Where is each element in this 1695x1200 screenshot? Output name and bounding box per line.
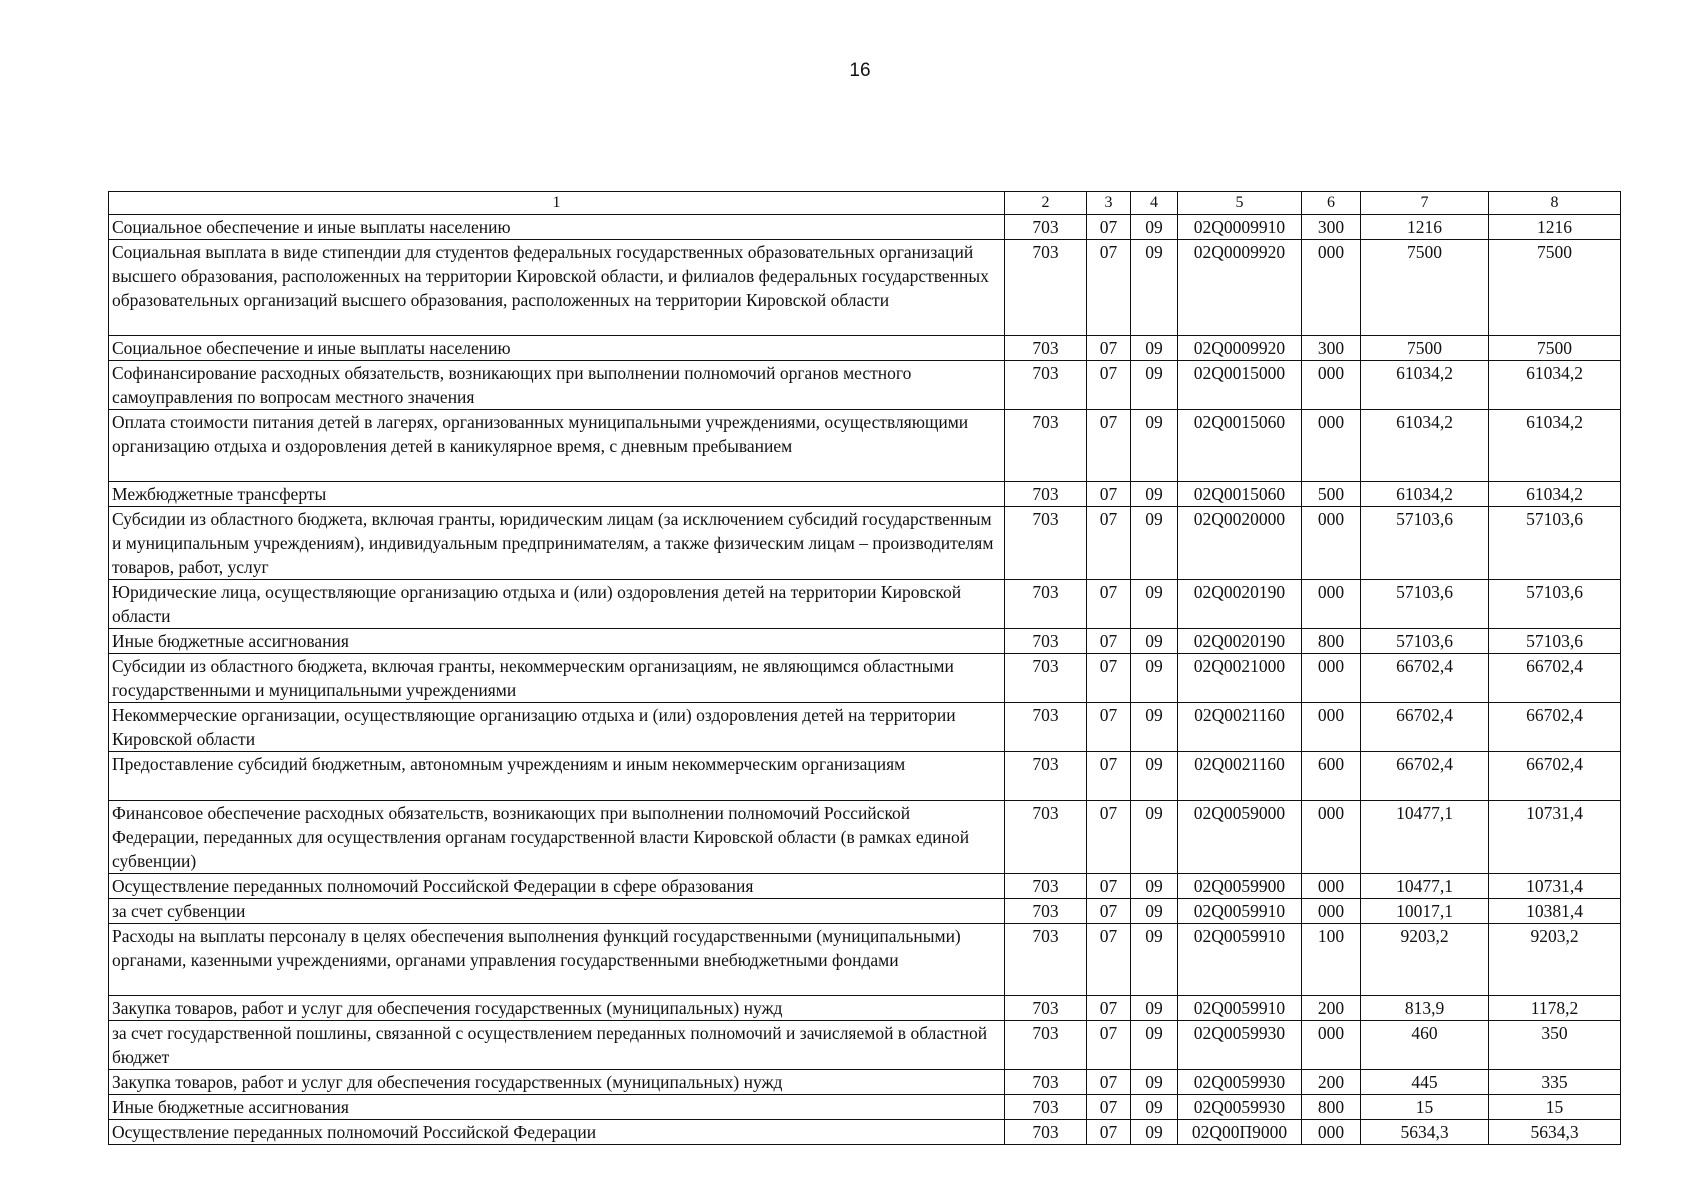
- row-name: Субсидии из областного бюджета, включая гранты, юридическим лицам (за исключением субсидий государственным и муниципальным учреждениям), индивидуальным предпринимателям, а также физическим лицам – производителям товаров, работ, услуг: [109, 507, 1005, 580]
- row-code-6: 600: [1302, 752, 1361, 801]
- row-code-2: 703: [1005, 215, 1087, 240]
- table-row: [109, 629, 1621, 654]
- row-value-7: 66702,4: [1361, 703, 1489, 752]
- table-row: [109, 240, 1621, 336]
- row-code-4: 09: [1131, 361, 1178, 410]
- row-name: Осуществление переданных полномочий Российской Федерации: [109, 1120, 1005, 1145]
- budget-table: [108, 191, 1621, 1145]
- table-row: [109, 215, 1621, 240]
- row-code-4: 09: [1131, 482, 1178, 507]
- row-name: Иные бюджетные ассигнования: [109, 1095, 1005, 1120]
- row-code-3: 07: [1087, 215, 1131, 240]
- row-code-4: 09: [1131, 654, 1178, 703]
- row-code-4: 09: [1131, 410, 1178, 482]
- row-code-2: 703: [1005, 874, 1087, 899]
- row-code-3: 07: [1087, 752, 1131, 801]
- row-code-6: 000: [1302, 507, 1361, 580]
- row-name: за счет субвенции: [109, 899, 1005, 924]
- row-code-5: 02Q0059910: [1178, 924, 1302, 996]
- row-value-7: 10017,1: [1361, 899, 1489, 924]
- table-row: [109, 336, 1621, 361]
- row-code-5: 02Q0059910: [1178, 899, 1302, 924]
- table-row: [109, 580, 1621, 629]
- column-header: 6: [1302, 192, 1361, 215]
- row-value-8: 1178,2: [1489, 996, 1621, 1021]
- row-value-7: 15: [1361, 1095, 1489, 1120]
- row-code-2: 703: [1005, 924, 1087, 996]
- row-code-6: 000: [1302, 240, 1361, 336]
- row-value-8: 10731,4: [1489, 874, 1621, 899]
- row-code-5: 02Q0059930: [1178, 1021, 1302, 1070]
- row-code-3: 07: [1087, 1095, 1131, 1120]
- row-code-3: 07: [1087, 1070, 1131, 1095]
- row-code-3: 07: [1087, 629, 1131, 654]
- row-value-8: 9203,2: [1489, 924, 1621, 996]
- row-value-8: 61034,2: [1489, 361, 1621, 410]
- row-name: Закупка товаров, работ и услуг для обеспечения государственных (муниципальных) нужд: [109, 996, 1005, 1021]
- table-row: [109, 924, 1621, 996]
- row-value-8: 61034,2: [1489, 410, 1621, 482]
- row-value-7: 57103,6: [1361, 629, 1489, 654]
- row-code-5: 02Q0021160: [1178, 752, 1302, 801]
- row-code-6: 200: [1302, 996, 1361, 1021]
- row-code-2: 703: [1005, 629, 1087, 654]
- row-code-2: 703: [1005, 654, 1087, 703]
- column-header: 8: [1489, 192, 1621, 215]
- row-code-6: 300: [1302, 336, 1361, 361]
- table-row: [109, 410, 1621, 482]
- row-name: Субсидии из областного бюджета, включая гранты, некоммерческим организациям, не являющимся областными государственными и муниципальными учреждениями: [109, 654, 1005, 703]
- row-value-8: 15: [1489, 1095, 1621, 1120]
- row-code-4: 09: [1131, 752, 1178, 801]
- row-value-7: 61034,2: [1361, 410, 1489, 482]
- row-name: Оплата стоимости питания детей в лагерях, организованных муниципальными учреждениями, осуществляющими организацию отдыха и оздоровления детей в каникулярное время, с дневным пребыванием: [109, 410, 1005, 482]
- row-value-7: 813,9: [1361, 996, 1489, 1021]
- row-value-8: 1216: [1489, 215, 1621, 240]
- row-code-2: 703: [1005, 580, 1087, 629]
- table-row: [109, 1070, 1621, 1095]
- row-code-5: 02Q0015060: [1178, 410, 1302, 482]
- row-name: Социальная выплата в виде стипендии для студентов федеральных государственных образовательных организаций высшего образования, расположенных на территории Кировской области, и филиалов федеральных государственных образовательных организаций высшего образования, расположенных на территории Кировской области: [109, 240, 1005, 336]
- table-row: [109, 361, 1621, 410]
- row-name: Финансовое обеспечение расходных обязательств, возникающих при выполнении полномочий Российской Федерации, переданных для осуществления органам государственной власти Кировской области (в рамках единой субвенции): [109, 801, 1005, 874]
- row-value-8: 57103,6: [1489, 629, 1621, 654]
- row-code-5: 02Q0009920: [1178, 336, 1302, 361]
- row-name: Некоммерческие организации, осуществляющие организацию отдыха и (или) оздоровления детей на территории Кировской области: [109, 703, 1005, 752]
- row-name: Социальное обеспечение и иные выплаты населению: [109, 215, 1005, 240]
- row-value-8: 61034,2: [1489, 482, 1621, 507]
- row-code-4: 09: [1131, 215, 1178, 240]
- row-code-5: 02Q0020190: [1178, 580, 1302, 629]
- row-code-4: 09: [1131, 924, 1178, 996]
- row-code-2: 703: [1005, 361, 1087, 410]
- table-header-row: [109, 192, 1621, 215]
- row-code-4: 09: [1131, 580, 1178, 629]
- row-value-8: 57103,6: [1489, 507, 1621, 580]
- row-code-5: 02Q0020000: [1178, 507, 1302, 580]
- row-code-5: 02Q0021160: [1178, 703, 1302, 752]
- row-code-2: 703: [1005, 240, 1087, 336]
- row-value-8: 7500: [1489, 240, 1621, 336]
- row-value-8: 57103,6: [1489, 580, 1621, 629]
- row-value-8: 5634,3: [1489, 1120, 1621, 1145]
- row-name: Предоставление субсидий бюджетным, автономным учреждениям и иным некоммерческим организациям: [109, 752, 1005, 801]
- row-code-2: 703: [1005, 996, 1087, 1021]
- column-header: 2: [1005, 192, 1087, 215]
- row-code-4: 09: [1131, 801, 1178, 874]
- row-code-2: 703: [1005, 1021, 1087, 1070]
- row-code-2: 703: [1005, 703, 1087, 752]
- row-code-3: 07: [1087, 801, 1131, 874]
- row-code-3: 07: [1087, 580, 1131, 629]
- row-code-5: 02Q0009910: [1178, 215, 1302, 240]
- row-code-3: 07: [1087, 874, 1131, 899]
- column-header: 4: [1131, 192, 1178, 215]
- row-code-3: 07: [1087, 703, 1131, 752]
- row-code-6: 000: [1302, 410, 1361, 482]
- row-code-2: 703: [1005, 336, 1087, 361]
- table-row: [109, 1095, 1621, 1120]
- row-code-3: 07: [1087, 924, 1131, 996]
- table-row: [109, 1021, 1621, 1070]
- row-code-6: 000: [1302, 580, 1361, 629]
- row-code-3: 07: [1087, 1120, 1131, 1145]
- row-code-6: 200: [1302, 1070, 1361, 1095]
- row-code-6: 000: [1302, 703, 1361, 752]
- row-code-5: 02Q00П9000: [1178, 1120, 1302, 1145]
- row-value-7: 445: [1361, 1070, 1489, 1095]
- row-code-2: 703: [1005, 1070, 1087, 1095]
- row-value-7: 57103,6: [1361, 507, 1489, 580]
- row-code-5: 02Q0059000: [1178, 801, 1302, 874]
- row-code-5: 02Q0059900: [1178, 874, 1302, 899]
- row-code-6: 000: [1302, 654, 1361, 703]
- row-code-4: 09: [1131, 629, 1178, 654]
- row-name: Юридические лица, осуществляющие организацию отдыха и (или) оздоровления детей на территории Кировской области: [109, 580, 1005, 629]
- row-code-3: 07: [1087, 654, 1131, 703]
- row-value-7: 7500: [1361, 240, 1489, 336]
- table-row: [109, 482, 1621, 507]
- row-code-4: 09: [1131, 240, 1178, 336]
- table-row: [109, 703, 1621, 752]
- column-header: 5: [1178, 192, 1302, 215]
- table-row: [109, 874, 1621, 899]
- column-header: 1: [109, 192, 1005, 215]
- row-code-2: 703: [1005, 752, 1087, 801]
- row-code-5: 02Q0009920: [1178, 240, 1302, 336]
- row-code-2: 703: [1005, 1095, 1087, 1120]
- row-code-6: 800: [1302, 629, 1361, 654]
- row-value-8: 7500: [1489, 336, 1621, 361]
- row-value-7: 66702,4: [1361, 752, 1489, 801]
- column-header: 3: [1087, 192, 1131, 215]
- row-code-4: 09: [1131, 1095, 1178, 1120]
- row-value-7: 7500: [1361, 336, 1489, 361]
- row-value-8: 350: [1489, 1021, 1621, 1070]
- row-value-7: 61034,2: [1361, 482, 1489, 507]
- row-name: за счет государственной пошлины, связанной с осуществлением переданных полномочий и зачисляемой в областной бюджет: [109, 1021, 1005, 1070]
- row-code-2: 703: [1005, 482, 1087, 507]
- row-code-6: 000: [1302, 1021, 1361, 1070]
- row-code-6: 500: [1302, 482, 1361, 507]
- row-code-2: 703: [1005, 1120, 1087, 1145]
- row-value-8: 10381,4: [1489, 899, 1621, 924]
- row-code-5: 02Q0059930: [1178, 1070, 1302, 1095]
- row-value-8: 10731,4: [1489, 801, 1621, 874]
- table-row: [109, 1120, 1621, 1145]
- row-code-5: 02Q0059930: [1178, 1095, 1302, 1120]
- row-code-4: 09: [1131, 1070, 1178, 1095]
- row-code-3: 07: [1087, 410, 1131, 482]
- row-value-8: 66702,4: [1489, 752, 1621, 801]
- table-row: [109, 899, 1621, 924]
- row-code-2: 703: [1005, 801, 1087, 874]
- page-number: 16: [849, 60, 871, 81]
- row-value-7: 10477,1: [1361, 801, 1489, 874]
- row-code-4: 09: [1131, 899, 1178, 924]
- row-name: Межбюджетные трансферты: [109, 482, 1005, 507]
- row-value-7: 460: [1361, 1021, 1489, 1070]
- row-name: Осуществление переданных полномочий Российской Федерации в сфере образования: [109, 874, 1005, 899]
- row-value-7: 1216: [1361, 215, 1489, 240]
- row-code-6: 300: [1302, 215, 1361, 240]
- row-code-3: 07: [1087, 240, 1131, 336]
- row-code-5: 02Q0020190: [1178, 629, 1302, 654]
- row-code-5: 02Q0015000: [1178, 361, 1302, 410]
- row-code-3: 07: [1087, 996, 1131, 1021]
- row-code-3: 07: [1087, 361, 1131, 410]
- row-value-7: 5634,3: [1361, 1120, 1489, 1145]
- row-code-6: 000: [1302, 1120, 1361, 1145]
- row-code-4: 09: [1131, 996, 1178, 1021]
- row-code-5: 02Q0021000: [1178, 654, 1302, 703]
- table-row: [109, 654, 1621, 703]
- row-code-4: 09: [1131, 874, 1178, 899]
- row-value-7: 57103,6: [1361, 580, 1489, 629]
- row-code-3: 07: [1087, 507, 1131, 580]
- row-value-7: 9203,2: [1361, 924, 1489, 996]
- row-name: Софинансирование расходных обязательств, возникающих при выполнении полномочий органов местного самоуправления по вопросам местного значения: [109, 361, 1005, 410]
- row-code-2: 703: [1005, 507, 1087, 580]
- row-code-3: 07: [1087, 482, 1131, 507]
- row-name: Расходы на выплаты персоналу в целях обеспечения выполнения функций государственными (муниципальными) органами, казенными учреждениями, органами управления государственными внебюджетными фондами: [109, 924, 1005, 996]
- row-value-7: 61034,2: [1361, 361, 1489, 410]
- row-value-8: 66702,4: [1489, 703, 1621, 752]
- row-code-5: 02Q0015060: [1178, 482, 1302, 507]
- row-name: Закупка товаров, работ и услуг для обеспечения государственных (муниципальных) нужд: [109, 1070, 1005, 1095]
- row-value-7: 66702,4: [1361, 654, 1489, 703]
- row-value-8: 335: [1489, 1070, 1621, 1095]
- row-code-4: 09: [1131, 703, 1178, 752]
- column-header: 7: [1361, 192, 1489, 215]
- row-code-5: 02Q0059910: [1178, 996, 1302, 1021]
- table-row: [109, 996, 1621, 1021]
- row-name: Иные бюджетные ассигнования: [109, 629, 1005, 654]
- row-code-2: 703: [1005, 410, 1087, 482]
- row-name: Социальное обеспечение и иные выплаты населению: [109, 336, 1005, 361]
- row-code-4: 09: [1131, 1021, 1178, 1070]
- row-code-6: 800: [1302, 1095, 1361, 1120]
- row-code-6: 000: [1302, 361, 1361, 410]
- row-code-3: 07: [1087, 336, 1131, 361]
- row-value-8: 66702,4: [1489, 654, 1621, 703]
- row-code-3: 07: [1087, 1021, 1131, 1070]
- row-code-6: 000: [1302, 874, 1361, 899]
- row-code-4: 09: [1131, 336, 1178, 361]
- row-code-4: 09: [1131, 1120, 1178, 1145]
- table-row: [109, 507, 1621, 580]
- row-code-6: 000: [1302, 801, 1361, 874]
- row-code-4: 09: [1131, 507, 1178, 580]
- row-code-6: 000: [1302, 899, 1361, 924]
- table-row: [109, 752, 1621, 801]
- row-code-2: 703: [1005, 899, 1087, 924]
- row-code-3: 07: [1087, 899, 1131, 924]
- table-row: [109, 801, 1621, 874]
- row-value-7: 10477,1: [1361, 874, 1489, 899]
- row-code-6: 100: [1302, 924, 1361, 996]
